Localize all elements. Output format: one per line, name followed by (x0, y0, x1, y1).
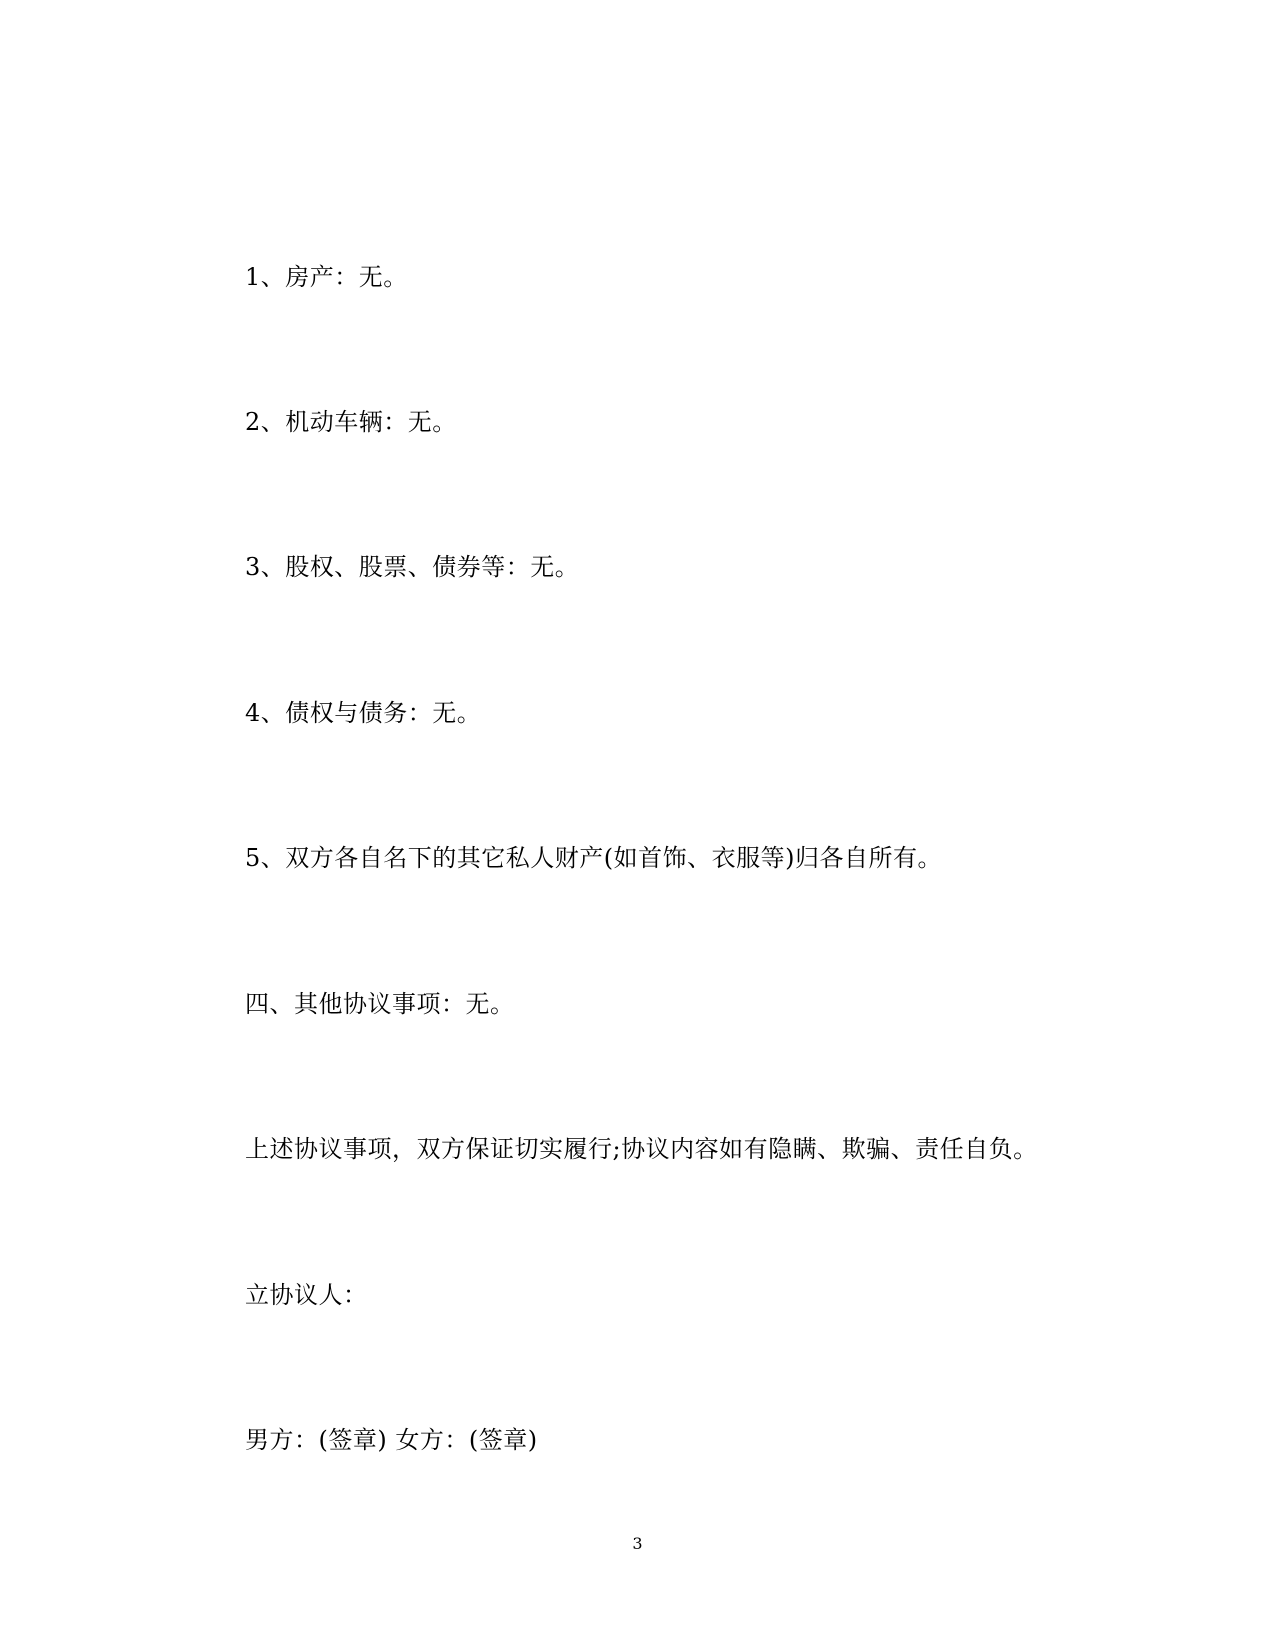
property-item-vehicles: 2、机动车辆：无。 (245, 408, 457, 436)
property-item-house: 1、房产：无。 (245, 263, 408, 291)
section-other-matters: 四、其他协议事项：无。 (245, 990, 515, 1018)
signature-line: 男方：(签章) 女方：(签章) (245, 1426, 538, 1454)
property-item-personal: 5、双方各自名下的其它私人财产(如首饰、衣服等)归各自所有。 (245, 844, 942, 872)
signatories-label: 立协议人： (245, 1281, 368, 1309)
guarantee-clause: 上述协议事项，双方保证切实履行;协议内容如有隐瞒、欺骗、责任自负。 (245, 1135, 1038, 1163)
page-number: 3 (632, 1534, 643, 1553)
property-item-securities: 3、股权、股票、债券等：无。 (245, 553, 580, 581)
property-item-debts: 4、债权与债务：无。 (245, 699, 482, 727)
